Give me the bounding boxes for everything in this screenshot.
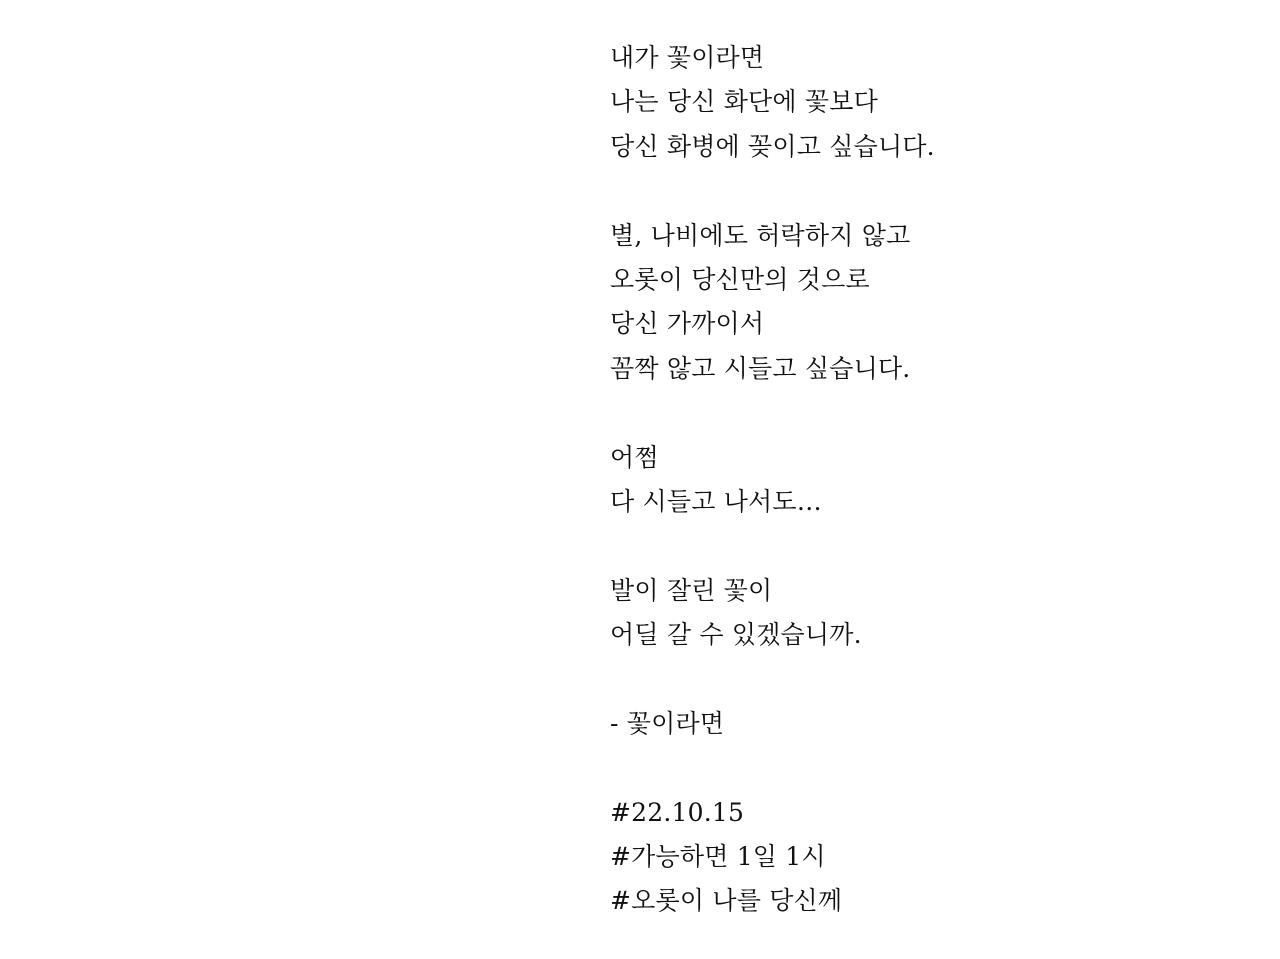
stanza-spacer	[610, 657, 1250, 701]
poem-line: 당신 가까이서	[610, 309, 765, 339]
poem-line: 어딜 갈 수 있겠습니까.	[610, 620, 862, 650]
stanza-spacer	[610, 169, 1250, 213]
hashtag[interactable]: #가능하면 1일 1시	[610, 842, 826, 872]
poem-line: 나는 당신 화단에 꽃보다	[610, 87, 878, 117]
stanza-spacer	[610, 746, 1250, 790]
stanza-1	[610, 36, 1250, 169]
stanza-spacer	[610, 391, 1250, 435]
poem-line: 별, 나비에도 허락하지 않고	[610, 220, 911, 250]
poem-attribution: - 꽃이라면	[610, 708, 725, 738]
poem-post	[610, 36, 1250, 924]
stanza-spacer	[610, 524, 1250, 568]
poem-line: 내가 꽃이라면	[610, 43, 765, 72]
hashtag[interactable]: #22.10.15	[610, 797, 745, 827]
stanza-3	[610, 436, 1250, 525]
poem-line: 당신 화병에 꽂이고 싶습니다.	[610, 131, 935, 161]
poem-line: 오롯이 당신만의 것으로	[610, 264, 870, 294]
stanza-2	[610, 214, 1250, 392]
hashtag[interactable]: #오롯이 나를 당신께	[610, 886, 843, 916]
poem-line: 다 시들고 나서도…	[610, 486, 822, 516]
poem-line: 발이 잘린 꽃이	[610, 575, 773, 605]
poem-line: 꼼짝 않고 시들고 싶습니다.	[610, 353, 911, 383]
poem-line: 어쩜	[610, 442, 659, 472]
stanza-4	[610, 569, 1250, 658]
hashtag-list	[610, 791, 1250, 924]
